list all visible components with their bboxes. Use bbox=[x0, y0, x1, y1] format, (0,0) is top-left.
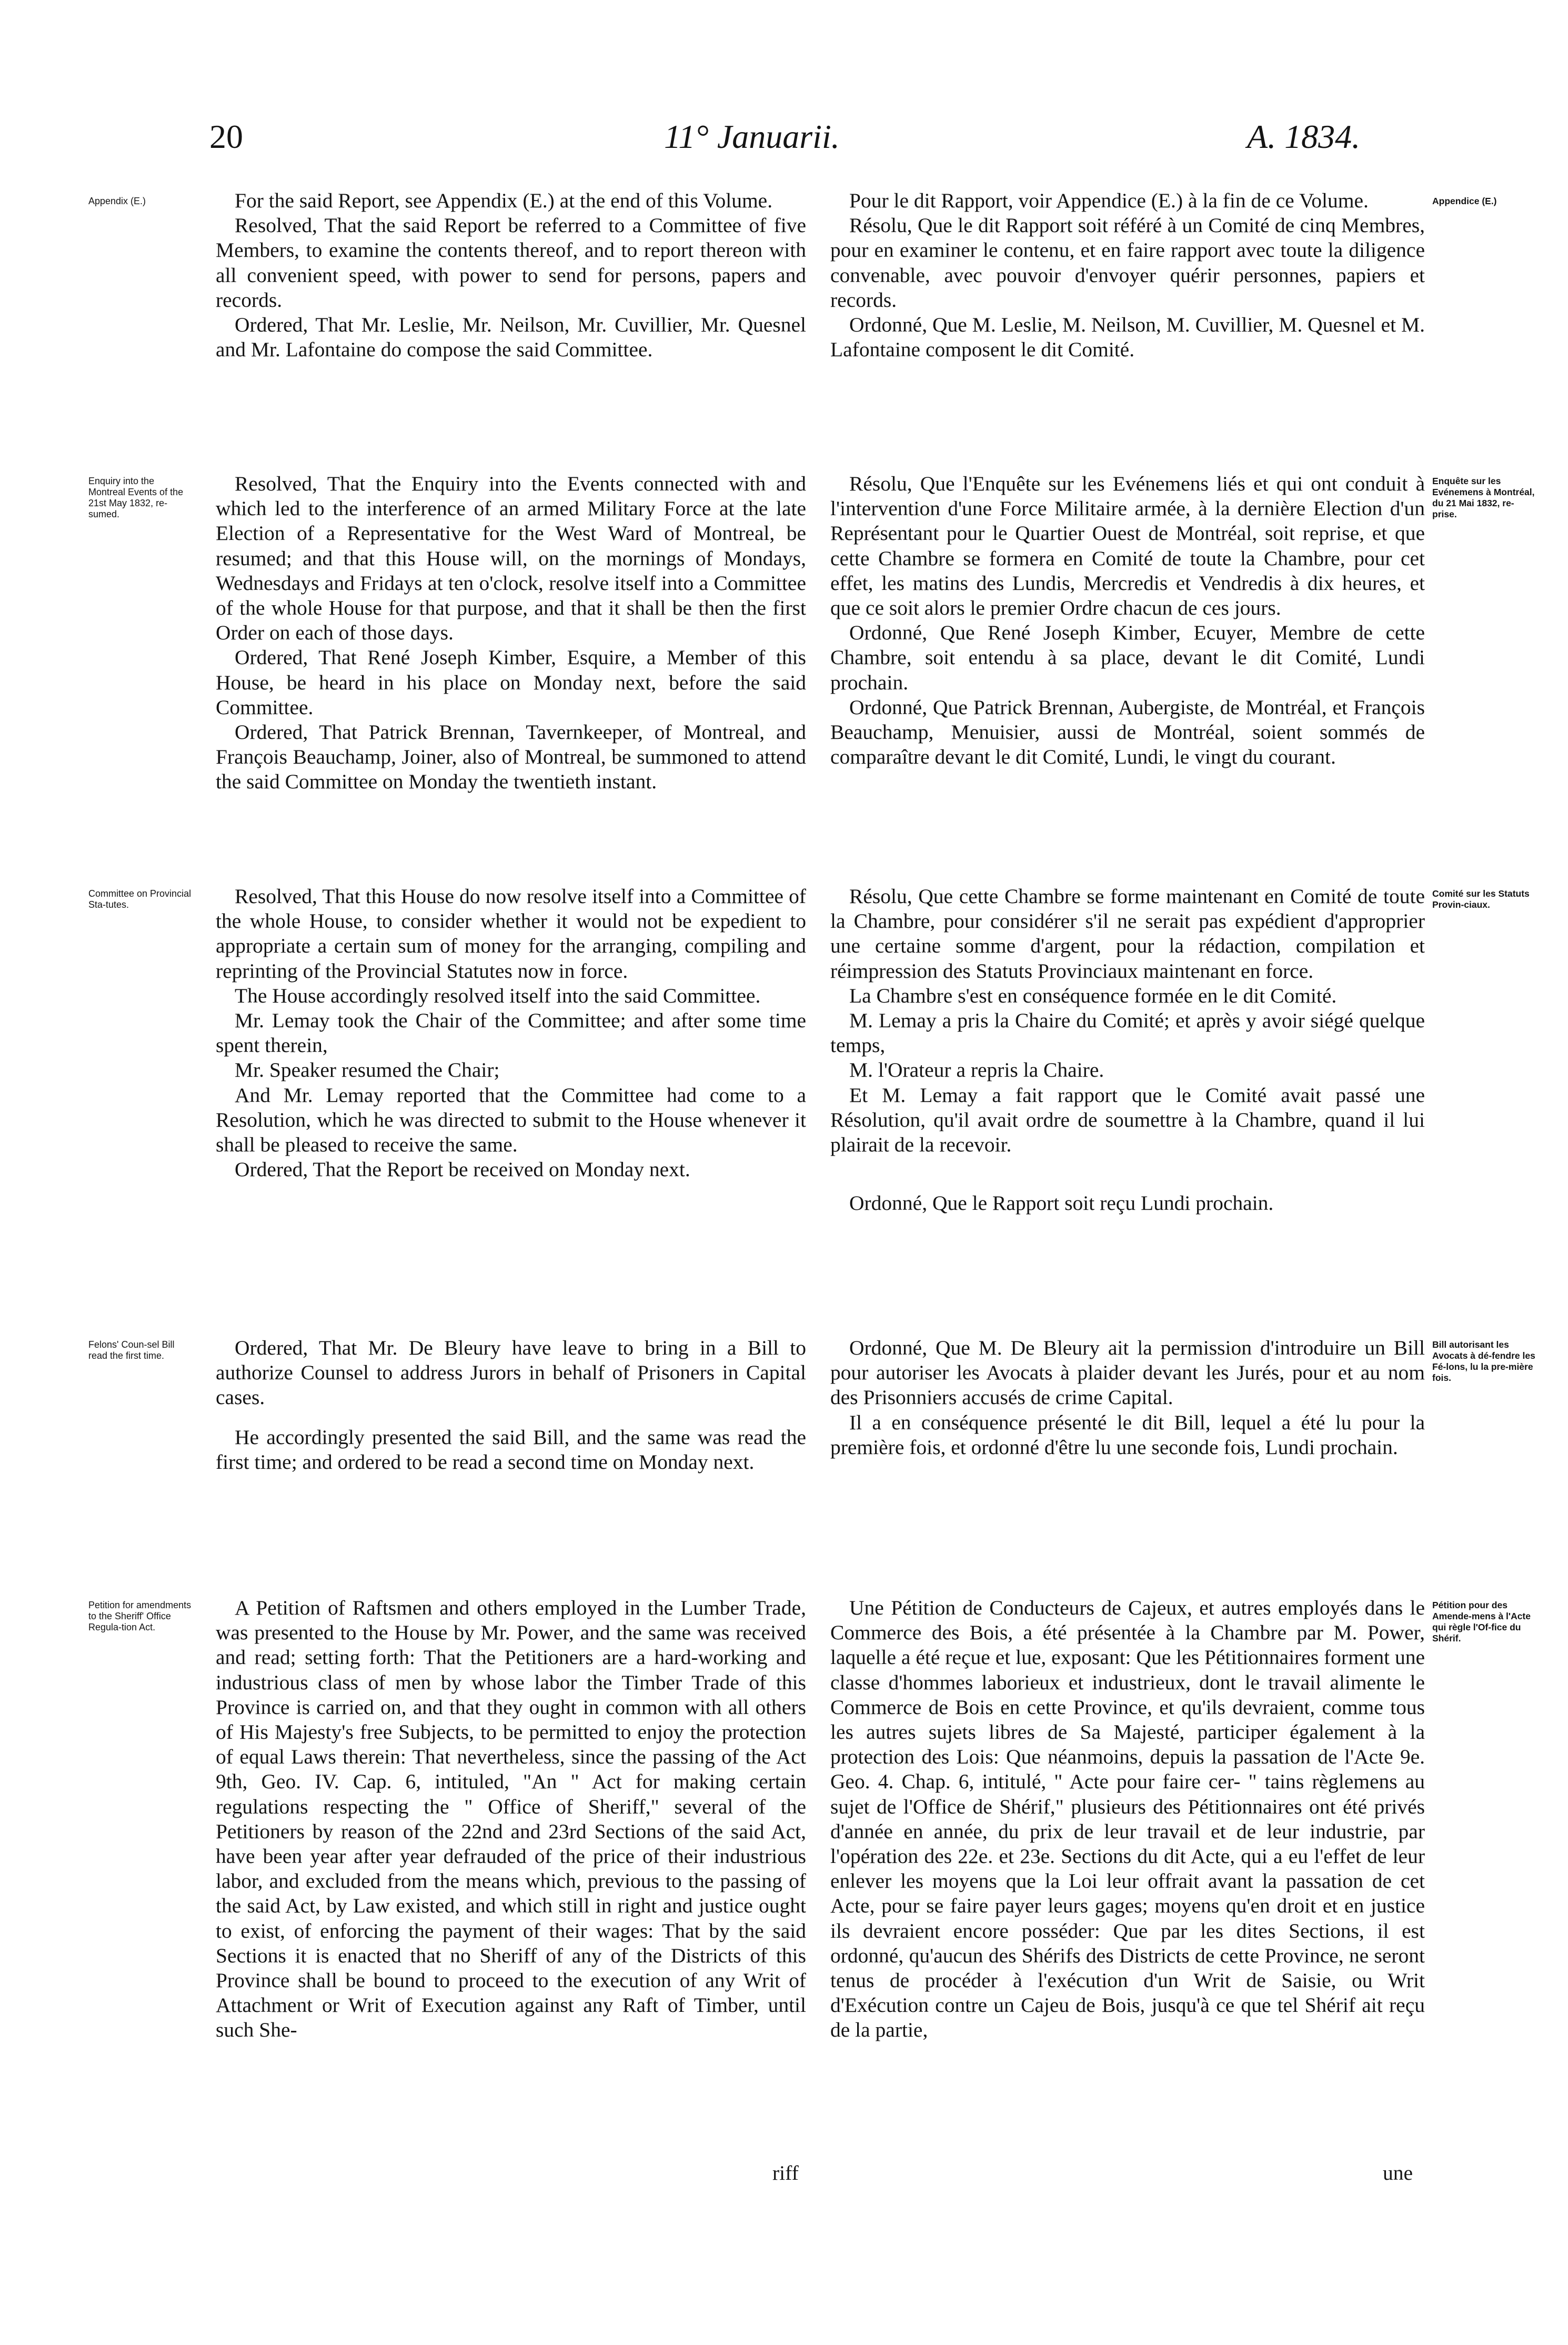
english-column bbox=[216, 188, 806, 2188]
fr-paragraph: Et M. Lemay a fait rapport que le Comité avait passé une Résolution, qu'il avait ordre de soumettre à la Chambre, quand il lui plairait de la recevoir. bbox=[830, 1083, 1425, 1157]
en-section-report bbox=[216, 188, 806, 362]
en-paragraph: A Petition of Raftsmen and others employed in the Lumber Trade, was presented to the House by Mr. Power, and the same was received and read; setting forth: That the Petitioners are a hard-working and industrious class of men by whose labor the Timber Trade of this Province is carried on, and that they ought in common with all others of His Majesty's free Subjects, to be permitted to enjoy the protection of equal Laws therein: That nevertheless, since the passing of the Act 9th, Geo. IV. Cap. 6, intituled, "An " Act for making certain regulations respecting the " Office of Sheriff," several of the Petitioners by reason of the 22nd and 23rd Sections of the said Act, have been year after year defrauded of the price of their industrious labor, and excluded from the means which, previous to the passing of the said Act, by Law existed, and which still in right and justice ought to exist, of enforcing the payment of their wages: That by the said Sections it is enacted that no Sheriff of any of the Districts of this Province shall be bound to proceed to the execution of any Writ of Attachment or Writ of Execution against any Raft of Timber, until such She- bbox=[216, 1596, 806, 2042]
en-section-enquiry bbox=[216, 472, 806, 795]
fr-section-petition bbox=[830, 1596, 1425, 2043]
fr-paragraph: Ordonné, Que M. Leslie, M. Neilson, M. Cuvillier, M. Quesnel et M. Lafontaine composent le dit Comité. bbox=[830, 313, 1425, 362]
margin-note-appendix: Appendix (E.) bbox=[88, 196, 146, 206]
en-paragraph: Ordered, That the Report be received on Monday next. bbox=[235, 1158, 690, 1181]
margin-note-appendice: Appendice (E.) bbox=[1432, 196, 1497, 206]
fr-paragraph: Il a en conséquence présenté le dit Bill, lequel a été lu pour la première fois, et ordonné d'être lu une seconde fois, Lundi prochain. bbox=[830, 1410, 1425, 1459]
fr-paragraph: Ordonné, Que M. De Bleury ait la permission d'introduire un Bill pour autoriser les Avocats à plaider devant les Jurés, pour et au nom des Prisonniers accusés de crime Capital. bbox=[830, 1336, 1425, 1409]
en-paragraph: Ordered, That Mr. Leslie, Mr. Neilson, Mr. Cuvillier, Mr. Quesnel and Mr. Lafontaine do compose the said Committee. bbox=[216, 313, 806, 362]
fr-paragraph: Ordonné, Que Patrick Brennan, Aubergiste, de Montréal, et François Beauchamp, Menuisier, aussi de Montréal, soient sommés de comparaître devant le dit Comité, Lundi, le vingt du courant. bbox=[830, 695, 1425, 769]
fr-paragraph: M. l'Orateur a repris la Chaire. bbox=[849, 1058, 1104, 1082]
page-year: A. 1834. bbox=[1247, 118, 1361, 155]
fr-paragraph: Ordonné, Que le Rapport soit reçu Lundi prochain. bbox=[849, 1191, 1274, 1215]
en-paragraph: Ordered, That René Joseph Kimber, Esquire, a Member of this House, be heard in his place on Monday next, before the said Committee. bbox=[216, 646, 806, 719]
page-date-heading: 11° Januarii. bbox=[664, 118, 840, 155]
en-paragraph: Resolved, That the said Report be referred to a Committee of five Members, to examine the contents thereof, and to report thereon with all convenient speed, with power to send for persons, papers and records. bbox=[216, 214, 806, 312]
en-paragraph: Ordered, That Patrick Brennan, Tavernkeeper, of Montreal, and François Beauchamp, Joiner, also of Montreal, be summoned to attend the said Committee on Monday the twentieth instant. bbox=[216, 720, 806, 794]
fr-paragraph: Pour le dit Rapport, voir Appendice (E.) à la fin de ce Volume. bbox=[849, 189, 1369, 212]
fr-paragraph: La Chambre s'est en conséquence formée en le dit Comité. bbox=[849, 984, 1337, 1007]
fr-paragraph: Résolu, Que cette Chambre se forme maintenant en Comité de toute la Chambre, pour considérer s'il ne serait pas expédient d'approprier une certaine somme d'argent, pour la rédaction, compilation et réimpression des Statuts Provinciaux maintenant en force. bbox=[830, 885, 1425, 983]
catchword-fr: une bbox=[1383, 2161, 1413, 2184]
en-paragraph: He accordingly presented the said Bill, and the same was read the first time; and ordered to be read a second time on Monday next. bbox=[216, 1425, 806, 1474]
fr-paragraph: Résolu, Que le dit Rapport soit référé à un Comité de cinq Membres, pour en examiner le contenu, et en faire rapport avec toute la diligence convenable, avec pouvoir d'envoyer quérir personnes, papiers et records. bbox=[830, 214, 1425, 312]
en-section-statutes bbox=[216, 884, 806, 1182]
fr-section-rapport bbox=[830, 188, 1425, 362]
page-number: 20 bbox=[209, 118, 243, 155]
en-paragraph: And Mr. Lemay reported that the Committee had come to a Resolution, which he was directed to submit to the House whenever it shall be pleased to receive the same. bbox=[216, 1083, 806, 1157]
margin-note-enquete: Enquête sur les Evénemens à Montréal, du 21 Mai 1832, re-prise. bbox=[1432, 476, 1535, 519]
margin-note-petition: Petition for amendments to the Sheriff' Office Regula-tion Act. bbox=[88, 1600, 192, 1632]
en-paragraph: For the said Report, see Appendix (E.) at the end of this Volume. bbox=[235, 189, 773, 212]
en-paragraph: Ordered, That Mr. De Bleury have leave to bring in a Bill to authorize Counsel to address Jurors in behalf of Prisoners in Capital cases. bbox=[216, 1336, 806, 1409]
fr-section-enquete bbox=[830, 472, 1425, 769]
margin-note-committee: Committee on Provincial Sta-tutes. bbox=[88, 888, 192, 910]
en-section-felons-bill bbox=[216, 1336, 806, 1475]
en-paragraph: The House accordingly resolved itself into the said Committee. bbox=[235, 984, 761, 1007]
en-paragraph: Resolved, That the Enquiry into the Events connected with and which led to the interference of an armed Military Force at the late Election of a Representative for the West Ward of Montreal, be resumed; and that this House will, on the mornings of Mondays, Wednesdays and Fridays at ten o'clock, resolve itself into a Committee of the whole House for that purpose, and that it shall be then the first Order on each of those days. bbox=[216, 472, 806, 645]
fr-paragraph: Une Pétition de Conducteurs de Cajeux, et autres employés dans le Commerce des Bois, a été présentée à la Chambre par M. Power, laquelle a été reçue et lue, exposant: Que les Pétitionnaires forment une classe d'hommes laborieux et industrieux, dont le travail alimente le Commerce de Bois en cette Province, et qu'ils devraient, comme tous les autres sujets libres de Sa Majesté, participer également à la protection des Lois: Que néanmoins, depuis la passation de l'Acte 9e. Geo. 4. Chap. 6, intitulé, " Acte pour faire cer- " tains règlemens au sujet de l'Office de Shérif," plusieurs des Pétitionnaires ont été privés d'année en année, du prix de leur travail et de leur industrie, par l'opération des 22e. et 23e. Sections du dit Acte, qui a eu l'effet de leur enlever les moyens que la Loi leur offrait avant la passation de cet Acte, pour se faire payer leurs gages; moyens qu'en droit et en justice ils devraient encore posséder: Que par les dites Sections, il est ordonné, qu'aucun des Shérifs des Districts de cette Province, ne seront tenus de procéder à l'exécution d'un Writ de Saisie, ou Writ d'Exécution contre un Cajeu de Bois, jusqu'à ce que tel Shérif ait reçu de la partie, bbox=[830, 1596, 1425, 2042]
catchword-en: riff bbox=[772, 2161, 799, 2184]
fr-paragraph: Résolu, Que l'Enquête sur les Evénemens liés et qui ont conduit à l'intervention d'une Force Militaire armée, à la dernière Election d'un Représentant pour le Quartier Ouest de Montréal, soit reprise, et que cette Chambre se formera en Comité de toute la Chambre, pour cet effet, les matins des Lundis, Mercredis et Vendredis à dix heures, et que ce soit alors le premier Ordre chacun de ces jours. bbox=[830, 472, 1425, 620]
margin-note-petition-fr: Pétition pour des Amende-mens à l'Acte qui règle l'Of-fice du Shérif. bbox=[1432, 1600, 1531, 1643]
en-paragraph: Mr. Speaker resumed the Chair; bbox=[235, 1058, 500, 1082]
fr-section-bill bbox=[830, 1336, 1425, 1460]
en-paragraph: Resolved, That this House do now resolve itself into a Committee of the whole House, to consider whether it would not be expedient to appropriate a certain sum of money for the arranging, compiling and reprinting of the Provincial Statutes now in force. bbox=[216, 885, 806, 983]
margin-note-enquiry: Enquiry into the Montreal Events of the 21st May 1832, re-sumed. bbox=[88, 476, 184, 519]
french-column bbox=[830, 188, 1425, 2188]
fr-paragraph: Ordonné, Que René Joseph Kimber, Ecuyer, Membre de cette Chambre, soit entendu à sa place, devant le dit Comité, Lundi prochain. bbox=[830, 621, 1425, 694]
margin-note-felons-bill: Felons' Coun-sel Bill read the first time. bbox=[88, 1339, 175, 1361]
en-section-petition bbox=[216, 1596, 806, 2043]
margin-note-bill-avocats: Bill autorisant les Avocats à dé-fendre les Fé-lons, lu la pre-mière fois. bbox=[1432, 1339, 1535, 1383]
margin-note-comite: Comité sur les Statuts Provin-ciaux. bbox=[1432, 888, 1530, 910]
en-paragraph: Mr. Lemay took the Chair of the Committee; and after some time spent therein, bbox=[216, 1009, 806, 1057]
fr-paragraph: M. Lemay a pris la Chaire du Comité; et après y avoir siégé quelque temps, bbox=[830, 1009, 1425, 1057]
fr-section-statuts bbox=[830, 884, 1425, 1216]
